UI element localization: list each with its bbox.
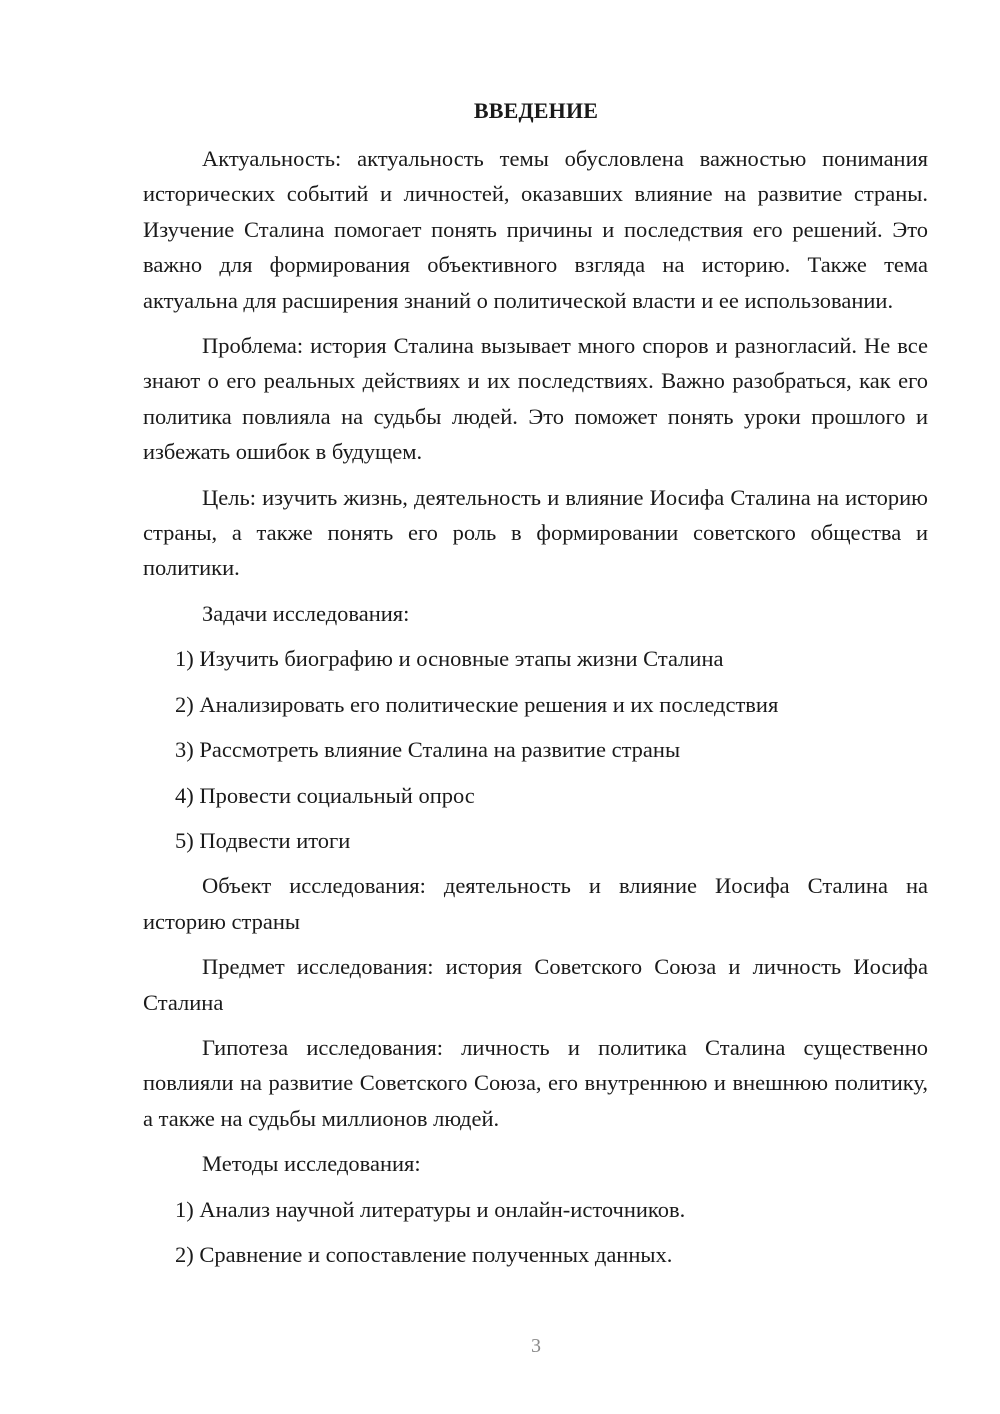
methods-heading: Методы исследования:: [202, 1151, 421, 1177]
subject-paragraph: Предмет исследования: история Советского Союза и личность Иосифа Сталина: [143, 954, 928, 1015]
list-item: 2) Анализировать его политические решения и их последствия: [175, 691, 779, 717]
object-paragraph: Объект исследования: деятельность и влияние Иосифа Сталина на историю страны: [143, 873, 928, 934]
list-item: 5) Подвести итоги: [175, 827, 351, 853]
list-item: 1) Изучить биографию и основные этапы жизни Сталина: [175, 646, 724, 672]
problem-paragraph: Проблема: история Сталина вызывает много споров и разногласий. Не все знают о его реальных действиях и их последствиях. Важно разобраться, как его политика повлияла на судьбы людей. Это поможет понять уроки прошлого и избежать ошибок в будущем.: [143, 333, 928, 465]
list-item: 4) Провести социальный опрос: [175, 782, 475, 808]
section-heading: ВВЕДЕНИЕ: [473, 98, 599, 123]
list-item: 3) Рассмотреть влияние Сталина на развитие страны: [175, 737, 681, 763]
hypothesis-paragraph: Гипотеза исследования: личность и политика Сталина существенно повлияли на развитие Советского Союза, его внутреннюю и внешнюю политику, а также на судьбы миллионов людей.: [143, 1034, 928, 1131]
tasks-list: [143, 641, 928, 858]
tasks-heading: Задачи исследования:: [202, 600, 410, 626]
page-number: 3: [531, 1335, 541, 1357]
relevance-paragraph: Актуальность: актуальность темы обусловлена важностью понимания исторических событий и личностей, оказавших влияние на развитие страны. Изучение Сталина помогает понять причины и последствия его решений. Это важно для формирования объективного взгляда на историю. Также тема актуальна для расширения знаний о политической власти и ее использовании.: [143, 146, 928, 313]
goal-paragraph: Цель: изучить жизнь, деятельность и влияние Иосифа Сталина на историю страны, а также понять его роль в формировании советского общества и политики.: [143, 484, 928, 581]
methods-list: [143, 1192, 928, 1273]
list-item: 1) Анализ научной литературы и онлайн-источников.: [175, 1196, 686, 1222]
document-body: [143, 141, 928, 1282]
list-item: 2) Сравнение и сопоставление полученных данных.: [175, 1241, 673, 1267]
